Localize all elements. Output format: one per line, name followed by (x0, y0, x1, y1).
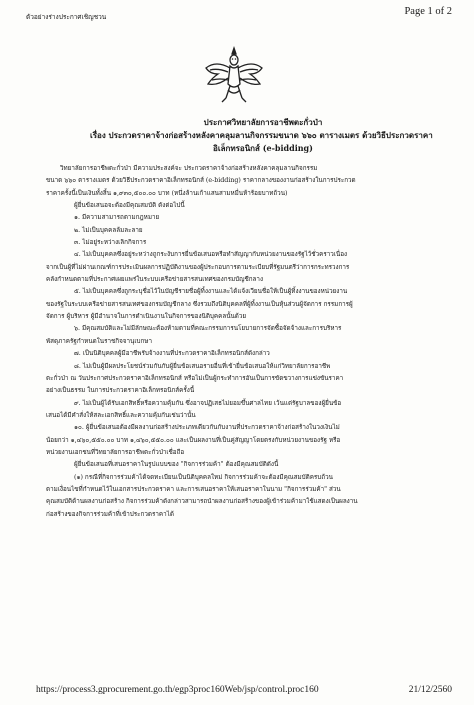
body-line: ๕. ไม่เป็นบุคคลซึ่งถูกระบุชื่อไว้ในบัญชีรายชื่อผู้ทิ้งงานและได้แจ้งเวียนชื่อให้เป็นผู้ทิ้งงานของหน่วยงาน (74, 288, 348, 296)
body-line: ของรัฐในระบบเครือข่ายสารสนเทศของกรมบัญชีกลาง ซึ่งรวมถึงนิติบุคคลที่ผู้ทิ้งงานเป็นหุ้นส่วนผู้จัดการ กรรมการผู้ (46, 300, 353, 308)
body-line: ๗. เป็นนิติบุคคลผู้มีอาชีพรับจ้างงานที่ประกวดราคาอิเล็กทรอนิกส์ดังกล่าว (74, 350, 270, 358)
body-line: ๙. ไม่เป็นผู้ได้รับเอกสิทธิ์หรือความคุ้มกัน ซึ่งอาจปฏิเสธไม่ยอมขึ้นศาลไทย เว้นแต่รัฐบาลของผู้ยื่นข้อ (74, 399, 342, 407)
title-line-2: เรื่อง ประกวดราคาจ้างก่อสร้างหลังคาคลุมลานกิจกรรมขนาด ๖๖๐ ตารางเมตร ด้วยวิธีประกวดราคา (90, 130, 433, 140)
body-line: ราคาครั้งนี้เป็นเงินทั้งสิ้น ๑,๙๓๐,๕๐๐.๐๐ บาท (หนึ่งล้านเก้าแสนสามหมื่นห้าร้อยบาทถ้วน) (46, 189, 288, 197)
body-line: ตามเงื่อนไขที่กำหนดไว้ในเอกสารประกวดราคา และการเสนอราคาให้เสนอราคาในนาม "กิจการร่วมค้า" ส่วน (46, 485, 341, 493)
body-line: น้อยกว่า ๑,๔๖๐,๕๕๐.๐๐ บาท ๑,๔๖๐,๕๕๐.๐๐ และเป็นผลงานที่เป็นคู่สัญญาโดยตรงกับหน่วยงานของรัฐ หรือ (46, 436, 341, 444)
body-line: ก่อสร้างของกิจการร่วมค้าที่เข้าประกวดราคาได้ (46, 510, 174, 518)
body-line: ๔. ไม่เป็นบุคคลซึ่งอยู่ระหว่างถูกระงับการยื่นข้อเสนอหรือทำสัญญากับหน่วยงานของรัฐไว้ชั่วคราวเนื่อง (74, 251, 348, 259)
body-line: ๑. มีความสามารถตามกฎหมาย (74, 214, 160, 222)
garuda-emblem-icon (202, 44, 266, 108)
body-line: พัสดุภาครัฐกำหนดในราชกิจจานุเบกษา (46, 337, 152, 345)
title-line-1: ประกาศวิทยาลัยการอาชีพตะกั่วป่า (203, 117, 323, 127)
body-line: ขนาด ๖๖๐ ตารางเมตร ด้วยวิธีประกวดราคาอิเล็กทรอนิกส์ (e-bidding) ราคากลางของงานก่อสร้างในการประกวด (46, 177, 356, 185)
body-line: ตะกั่วป่า ณ วันประกาศประกวดราคาอิเล็กทรอนิกส์ หรือไม่เป็นผู้กระทำการอันเป็นการขัดขวางการแข่งขันราคา (46, 374, 344, 382)
body-line: ๓. ไม่อยู่ระหว่างเลิกกิจการ (74, 239, 147, 247)
footer-url: https://process3.gprocurement.go.th/egp3proc160Web/jsp/control.proc160 (36, 685, 319, 695)
body-line: หน่วยงานเอกชนที่วิทยาลัยการอาชีพตะกั่วป่าเชื่อถือ (46, 448, 185, 456)
body-line: อย่างเป็นธรรม ในการประกวดราคาอิเล็กทรอนิกส์ครั้งนี้ (46, 387, 195, 395)
document-title (90, 116, 436, 155)
title-line-3: อิเล็กทรอนิกส์ (e-bidding) (213, 143, 313, 153)
body-line: ๒. ไม่เป็นบุคคลล้มละลาย (74, 226, 143, 234)
body-line: ผู้ยื่นข้อเสนอจะต้องมีคุณสมบัติ ดังต่อไปนี้ (74, 202, 185, 210)
body-line: เสนอได้มีคำสั่งให้สละเอกสิทธิ์และความคุ้มกันเช่นว่านั้น (46, 411, 196, 419)
body-line: คุณสมบัติด้านผลงานก่อสร้าง กิจการร่วมค้าดังกล่าวสามารถนำผลงานก่อสร้างของผู้เข้าร่วมค้ามาใช้แสดงเป็นผลงาน (46, 498, 358, 506)
page-number: Page 1 of 2 (404, 6, 452, 17)
body-line: (๑) กรณีที่กิจการร่วมค้าได้จดทะเบียนเป็นนิติบุคคลใหม่ กิจการร่วมค้าจะต้องมีคุณสมบัติครบถ้วน (74, 473, 333, 481)
body-line: ผู้ยื่นข้อเสนอที่เสนอราคาในรูปแบบของ "กิจการร่วมค้า" ต้องมีคุณสมบัติดังนี้ (74, 461, 279, 469)
body-line: วิทยาลัยการอาชีพตะกั่วป่า มีความประสงค์จะ ประกวดราคาจ้างก่อสร้างหลังคาคลุมลานกิจกรรม (60, 165, 318, 172)
body-line: จัดการ ผู้บริหาร ผู้มีอำนาจในการดำเนินงานในกิจการของนิติบุคคลนั้นด้วย (46, 313, 247, 321)
body-line: คลังกำหนดตามที่ประกาศเผยแพร่ในระบบเครือข่ายสารสนเทศของกรมบัญชีกลาง (46, 276, 264, 284)
header-label: ตัวอย่างร่างประกาศเชิญชวน (26, 13, 107, 21)
body-line: จากเป็นผู้ที่ไม่ผ่านเกณฑ์การประเมินผลการปฏิบัติงานของผู้ประกอบการตามระเบียบที่รัฐมนตรีว่าการกระทรวงการ (46, 263, 350, 271)
body-line: ๘. ไม่เป็นผู้มีผลประโยชน์ร่วมกันกับผู้ยื่นข้อเสนอรายอื่นที่เข้ายื่นข้อเสนอให้แก่วิทยาลัยการอาชีพ (74, 362, 331, 370)
footer-date: 21/12/2560 (408, 685, 452, 695)
body-line: ๑๐. ผู้ยื่นข้อเสนอต้องมีผลงานก่อสร้างประเภทเดียวกันกับงานที่ประกวดราคาจ้างก่อสร้างในวงเงินไม่ (74, 424, 340, 432)
document-body (46, 163, 446, 521)
body-line: ๖. มีคุณสมบัติและไม่มีลักษณะต้องห้ามตามที่คณะกรรมการนโยบายการจัดซื้อจัดจ้างและการบริหาร (74, 325, 342, 333)
